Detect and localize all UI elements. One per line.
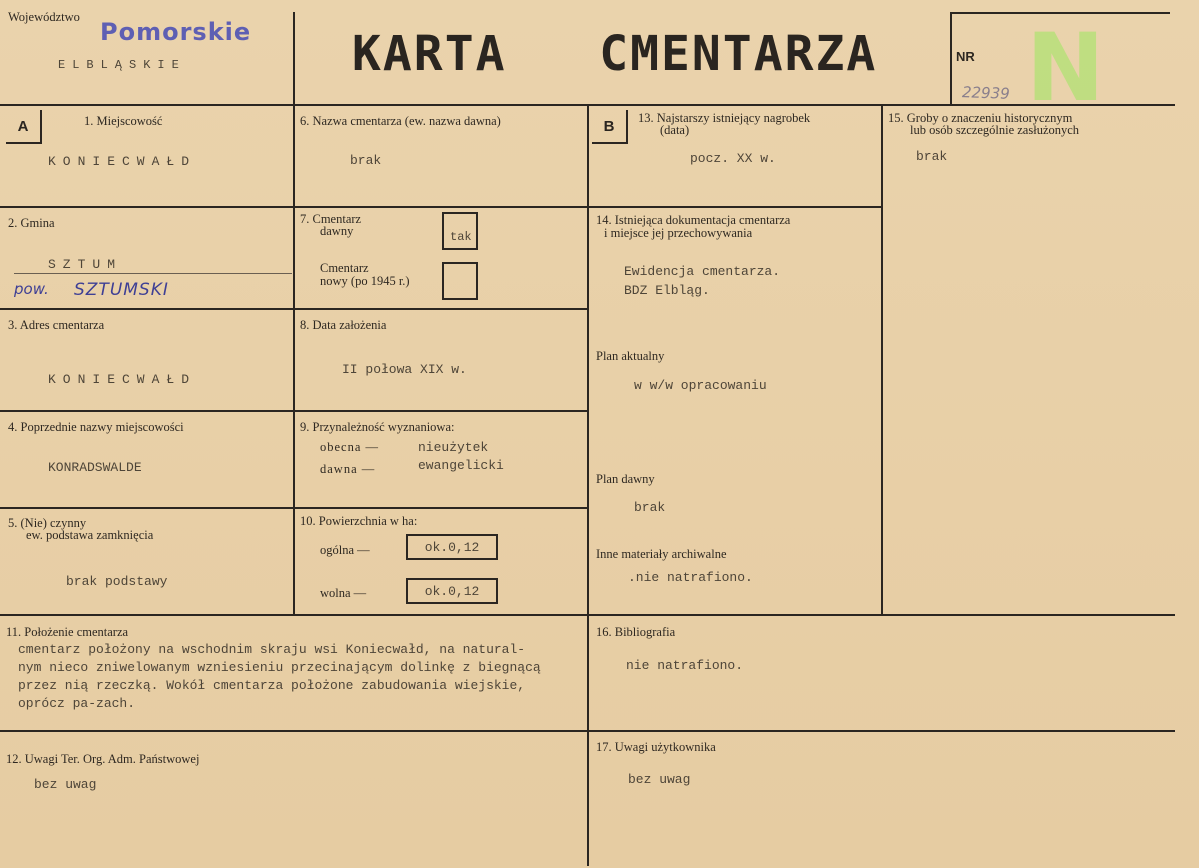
field-12-value: bez uwag — [34, 777, 97, 792]
field-7-new-checkbox — [442, 262, 478, 300]
field-8-label: 8. Data założenia — [300, 318, 387, 332]
rule — [950, 12, 952, 104]
section-a-letter: A — [17, 117, 29, 135]
rule — [0, 507, 587, 509]
rule — [0, 614, 1175, 616]
field-9-former-value: ewangelicki — [418, 458, 504, 473]
field-3-value: KONIECWAŁD — [48, 372, 197, 387]
field-9-current-value: nieużytek — [418, 440, 489, 455]
field-1-value: KONIECWAŁD — [48, 154, 197, 169]
section-b-box — [592, 110, 628, 144]
field-12-label: 12. Uwagi Ter. Org. Adm. Państwowej — [6, 752, 200, 766]
field-5-label: 5. (Nie) czynny — [8, 516, 87, 530]
field-13-label: 13. Najstarszy istniejący nagrobek — [638, 111, 811, 125]
field-16-label: 16. Bibliografia — [596, 625, 676, 639]
field-2-value: SZTUM — [48, 257, 123, 272]
field-6-label: 6. Nazwa cmentarza (ew. nazwa dawna) — [300, 114, 501, 128]
field-10-free-label: wolna — — [320, 586, 367, 600]
rule — [14, 273, 292, 274]
wojewodztwo-stamp: Pomorskie — [100, 18, 252, 46]
field-17-value: bez uwag — [628, 772, 691, 787]
field-7-label: 7. Cmentarz — [300, 212, 362, 226]
field-14-value-1: Ewidencja cmentarza. — [624, 264, 781, 279]
field-1-label: 1. Miejscowość — [84, 114, 163, 128]
field-2-label: 2. Gmina — [8, 216, 55, 230]
field-7-new-sublabel: nowy (po 1945 r.) — [320, 274, 410, 288]
rule — [0, 410, 587, 412]
field-15-label: 15. Groby o znaczeniu historycznym — [888, 111, 1073, 125]
field-3-label: 3. Adres cmentarza — [8, 318, 105, 332]
other-materials-value: .nie natrafiono. — [628, 570, 753, 585]
nr-value: 22939 — [961, 83, 1011, 103]
rule — [0, 730, 1175, 732]
rule — [587, 104, 589, 866]
rule — [881, 104, 883, 615]
field-10-total-label: ogólna — — [320, 543, 370, 557]
title-right: CMENTARZA — [599, 26, 878, 82]
page-title — [352, 26, 877, 82]
nr-letter: N — [1026, 14, 1105, 123]
rule — [0, 308, 293, 310]
rule — [293, 12, 295, 615]
field-7-old-value: tak — [450, 230, 472, 244]
section-b-letter: B — [603, 117, 615, 135]
field-14-label: 14. Istniejąca dokumentacja cmentarza — [596, 213, 791, 227]
field-17-label: 17. Uwagi użytkownika — [596, 740, 716, 754]
field-11-line-1: cmentarz położony na wschodnim skraju wsi Koniecwałd, na natural- — [18, 642, 526, 657]
section-a-box — [6, 110, 42, 144]
field-9-former-label: dawna — — [320, 462, 376, 476]
field-4-label: 4. Poprzednie nazwy miejscowości — [8, 420, 184, 434]
field-9-current-label: obecna — — [320, 440, 380, 454]
field-6-value: brak — [350, 153, 382, 168]
rule — [293, 308, 587, 310]
field-9-label: 9. Przynależność wyznaniowa: — [300, 420, 455, 434]
rule — [293, 206, 881, 208]
field-15-sublabel: lub osób szczególnie zasłużonych — [910, 123, 1080, 137]
field-8-value: II połowa XIX w. — [342, 362, 467, 377]
plan-old-value: brak — [634, 500, 666, 515]
field-11-line-3: przez nią rzeczką. Wokół cmentarza położone zabudowania wiejskie, — [18, 678, 526, 693]
plan-current-label: Plan aktualny — [596, 349, 665, 363]
field-11-line-4: oprócz pa-zach. — [18, 696, 136, 711]
field-10-free-value: ok.0,12 — [406, 578, 498, 604]
field-7-new-label: Cmentarz — [320, 261, 369, 275]
field-7-old-label: dawny — [320, 224, 354, 238]
field-5-sublabel: ew. podstawa zamknięcia — [26, 528, 154, 542]
field-16-value: nie natrafiono. — [626, 658, 744, 673]
field-2-handwritten-prefix: pow. — [14, 280, 49, 298]
field-14-sublabel: i miejsce jej przechowywania — [604, 226, 753, 240]
field-11-label: 11. Położenie cmentarza — [6, 625, 129, 639]
nr-label: NR — [956, 49, 975, 64]
field-5-value: brak podstawy — [66, 574, 168, 589]
field-14-value-2: BDZ Elbląg. — [624, 283, 710, 298]
title-left: KARTA — [352, 26, 507, 82]
plan-old-label: Plan dawny — [596, 472, 655, 486]
wojewodztwo-label: Województwo — [8, 10, 80, 24]
field-15-value: brak — [916, 149, 948, 164]
field-10-label: 10. Powierzchnia w ha: — [300, 514, 418, 528]
field-13-value: pocz. XX w. — [690, 151, 776, 166]
field-4-value: KONRADSWALDE — [48, 460, 142, 475]
field-2-handwritten: SZTUMSKI — [74, 280, 169, 300]
wojewodztwo-typed: ELBLĄSKIE — [58, 58, 186, 72]
field-13-sublabel: (data) — [660, 123, 690, 137]
rule — [0, 206, 293, 208]
plan-current-value: w w/w opracowaniu — [634, 378, 767, 393]
field-11-line-2: nym nieco zniwelowanym wzniesieniu przecinającym dolinkę z biegnącą — [18, 660, 541, 675]
field-10-total-value: ok.0,12 — [406, 534, 498, 560]
other-materials-label: Inne materiały archiwalne — [596, 547, 727, 561]
